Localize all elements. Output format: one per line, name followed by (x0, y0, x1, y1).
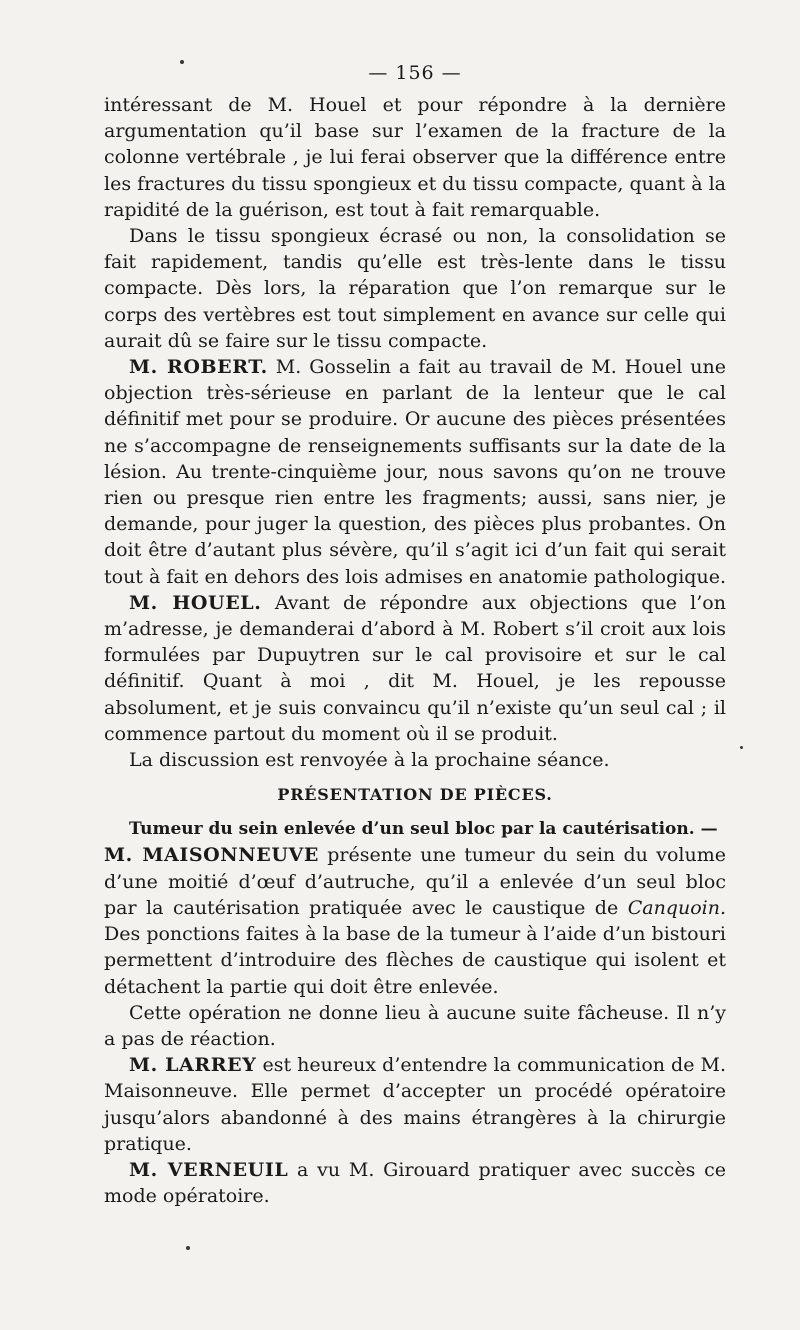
paragraph-text: présente une tumeur du sein du volume d’une moitié d’œuf d’autruche, qu’il a enlevée d’un seul bloc par la cautérisation pratiquée avec le caustique de (104, 844, 726, 919)
paragraph-text: Des ponctions faites à la base de la tumeur à l’aide d’un bistouri permettent d’introduire des flèches de caustique qui isolent et détachent la partie qui doit être enlevée. (104, 923, 726, 998)
page-number: — 156 — (368, 62, 462, 84)
paragraph (104, 747, 726, 773)
paragraph-text: est heureux d’entendre la communication de M. Maisonneuve. Elle permet d’accepter un procédé opératoire jusqu’alors abandonné à des mains étrangères à la chirurgie pratique. (104, 1054, 726, 1155)
ink-speck (740, 746, 743, 749)
speaker-name: M. MAISONNEUVE (104, 844, 319, 867)
speaker-name: M. HOUEL. (129, 591, 262, 614)
section-lead-paragraph (104, 815, 726, 999)
section-subheading: Tumeur du sein enlevée d’un seul bloc par la cautérisation. — (129, 819, 718, 840)
paragraph-text: Avant de répondre aux objections que l’on m’adresse, je demanderai d’abord à M. Robert s’il croit aux lois formulées par Dupuytren sur le cal provisoire et sur le cal définitif. Quant à moi , dit M. Houel, je les repousse absolument, et je suis convaincu qu’il n’existe qu’un seul cal ; il commence partout du moment où il se produit. (104, 591, 726, 745)
paragraph (104, 1000, 726, 1052)
section-heading: PRÉSENTATION DE PIÈCES. (277, 785, 553, 805)
paragraph (104, 1157, 726, 1209)
paragraph-text: Dans le tissu spongieux écrasé ou non, la consolidation se fait rapidement, tandis qu’elle est très-lente dans le tissu compacte. Dès lors, la réparation que l’on remarque sur le corps des vertèbres est tout simplement en avance sur celle qui aurait dû se faire sur le tissu compacte. (104, 225, 726, 352)
paragraph-text: La discussion est renvoyée à la prochaine séance. (129, 749, 610, 772)
paragraph (104, 223, 726, 354)
paragraph-text: a vu M. Girouard pratiquer avec succès ce mode opératoire. (104, 1158, 726, 1208)
speaker-name: M. ROBERT. (129, 356, 268, 379)
paragraph-text: Cette opération ne donne lieu à aucune suite fâcheuse. Il n’y a pas de réaction. (104, 1001, 726, 1050)
paragraph (104, 354, 726, 590)
paragraph (104, 1052, 726, 1157)
paragraph (104, 92, 726, 223)
speaker-name: M. VERNEUIL (129, 1158, 289, 1181)
document-page (104, 60, 726, 1310)
paragraph (104, 590, 726, 747)
paragraph-text: M. Gosselin a fait au travail de M. Houel une objection très-sérieuse en parlant de la lenteur que le cal définitif met pour se produire. Or aucune des pièces présentées ne s’accompagne de renseignements suffisants sur la date de la lésion. Au trente-cinquième jour, nous savons qu’on ne trouve rien ou presque rien entre les fragments; aussi, sans nier, je demande, pour juger la question, des pièces plus probantes. On doit être d’autant plus sévère, qu’il s’agit ici d’un fait qui serait tout à fait en dehors des lois admises en anatomie pathologique. (104, 356, 726, 588)
caustic-name: Canquoin. (627, 896, 726, 919)
paragraph-text: intéressant de M. Houel et pour répondre à la dernière argumentation qu’il base sur l’examen de la fracture de la colonne vertébrale , je lui ferai observer que la différence entre les fractures du tissu spongieux et du tissu compacte, quant à la rapidité de la guérison, est tout à fait remarquable. (104, 94, 726, 221)
speaker-name: M. LARREY (129, 1054, 257, 1077)
